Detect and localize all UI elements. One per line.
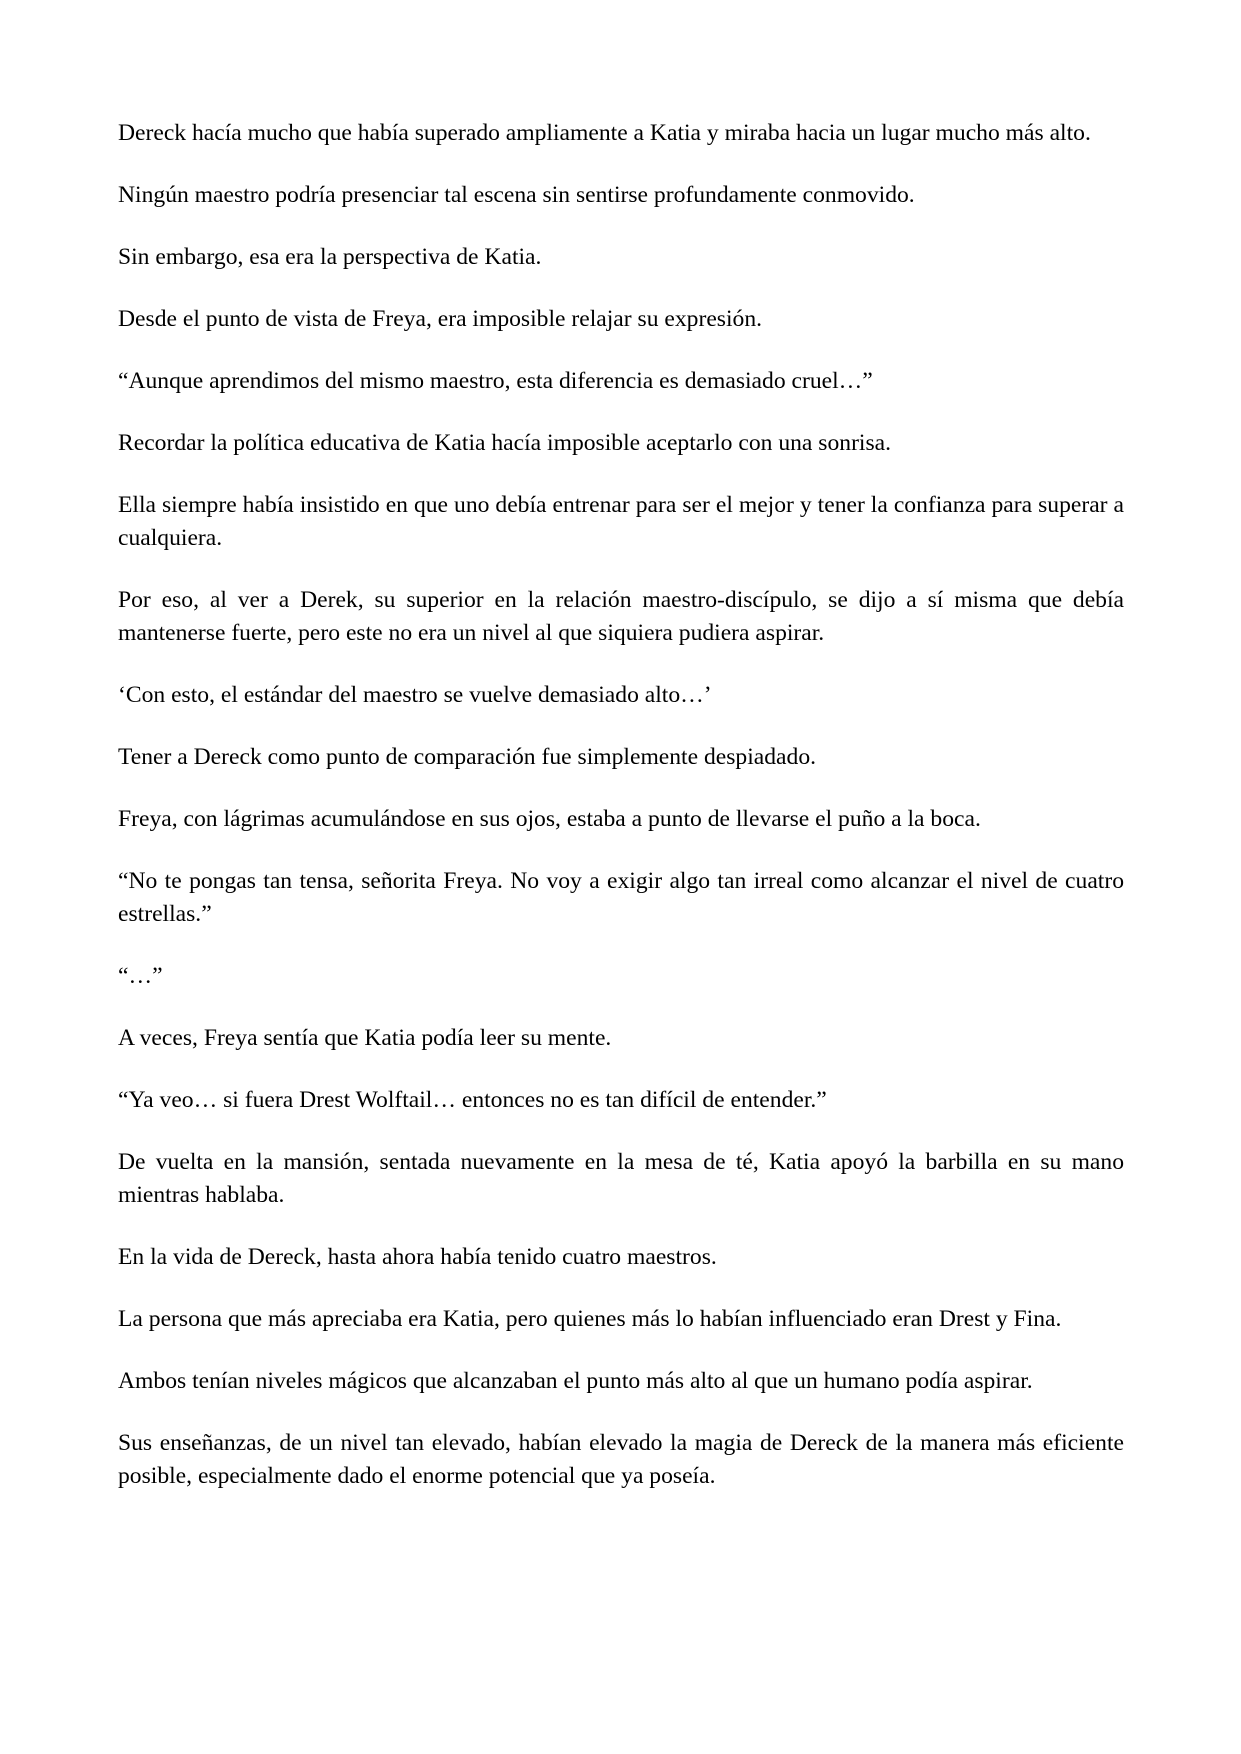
paragraph: ‘Con esto, el estándar del maestro se vuelve demasiado alto…’ [118,682,712,708]
paragraph: “No te pongas tan tensa, señorita Freya. No voy a exigir algo tan irreal como alcanzar el nivel de cuatro estrellas.” [118,868,1124,927]
paragraph: Dereck hacía mucho que había superado ampliamente a Katia y miraba hacia un lugar mucho más alto. [118,120,1091,146]
paragraph: En la vida de Dereck, hasta ahora había tenido cuatro maestros. [118,1244,717,1270]
paragraph: La persona que más apreciaba era Katia, pero quienes más lo habían influenciado eran Drest y Fina. [118,1306,1062,1332]
paragraph: Freya, con lágrimas acumulándose en sus ojos, estaba a punto de llevarse el puño a la boca. [118,806,981,832]
paragraph: Recordar la política educativa de Katia hacía imposible aceptarlo con una sonrisa. [118,430,892,456]
paragraph: “…” [118,963,163,989]
paragraph: Ambos tenían niveles mágicos que alcanzaban el punto más alto al que un humano podía aspirar. [118,1368,1033,1394]
paragraph: Tener a Dereck como punto de comparación fue simplemente despiadado. [118,744,817,770]
paragraph: Desde el punto de vista de Freya, era imposible relajar su expresión. [118,306,763,332]
paragraph: De vuelta en la mansión, sentada nuevamente en la mesa de té, Katia apoyó la barbilla en su mano mientras hablaba. [118,1149,1124,1208]
paragraph: Sin embargo, esa era la perspectiva de Katia. [118,244,542,270]
paragraph: Ella siempre había insistido en que uno debía entrenar para ser el mejor y tener la confianza para superar a cualquiera. [118,492,1124,551]
paragraph: “Ya veo… si fuera Drest Wolftail… entonces no es tan difícil de entender.” [118,1087,827,1113]
paragraph: Sus enseñanzas, de un nivel tan elevado, habían elevado la magia de Dereck de la manera más eficiente posible, especialmente dado el enorme potencial que ya poseía. [118,1430,1124,1489]
paragraph: A veces, Freya sentía que Katia podía leer su mente. [118,1025,612,1051]
paragraph: Por eso, al ver a Derek, su superior en la relación maestro-discípulo, se dijo a sí misma que debía mantenerse fuerte, pero este no era un nivel al que siquiera pudiera aspirar. [118,587,1124,646]
paragraph: “Aunque aprendimos del mismo maestro, esta diferencia es demasiado cruel…” [118,368,873,394]
paragraph: Ningún maestro podría presenciar tal escena sin sentirse profundamente conmovido. [118,182,915,208]
document-body [118,117,1124,1522]
